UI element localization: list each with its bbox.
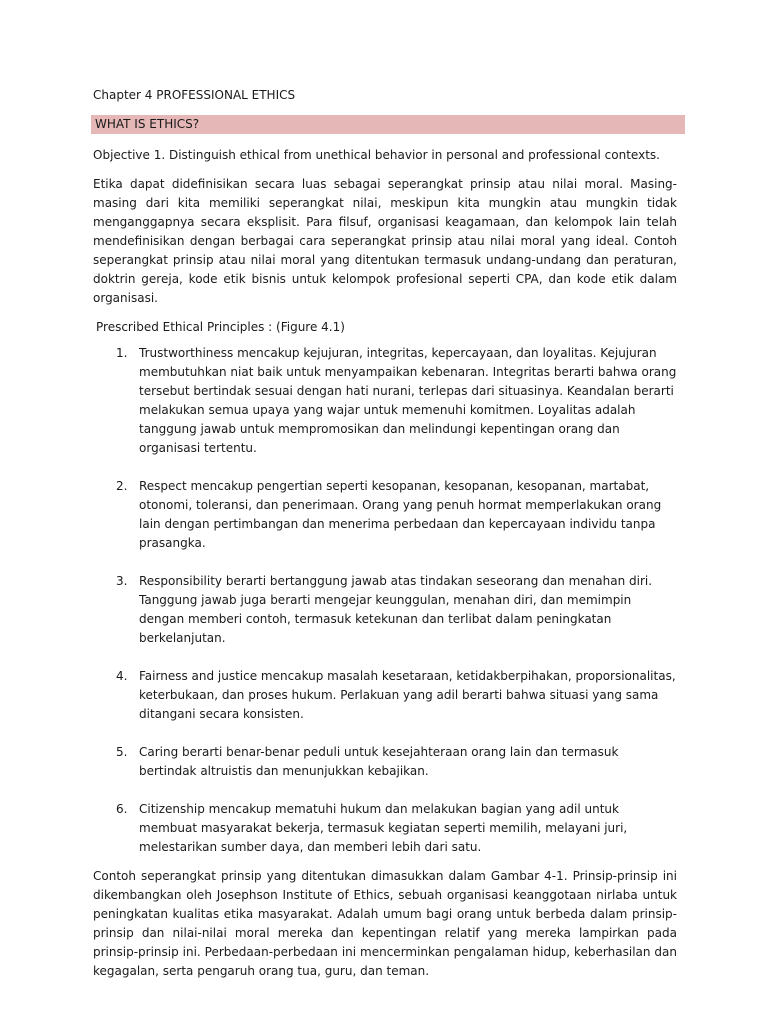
list-item [93, 743, 677, 781]
list-item [93, 800, 677, 857]
list-text: Caring berarti benar-benar peduli untuk kesejahteraan orang lain dan termasuk bertindak altruistis dan menunjukkan kebajikan. [139, 745, 619, 778]
chapter-title: Chapter 4 PROFESSIONAL ETHICS [93, 88, 296, 102]
list-text: Respect mencakup pengertian seperti kesopanan, kesopanan, kesopanan, martabat, otonomi, toleransi, dan penerimaan. Orang yang penuh hormat memperlakukan orang lain dengan pertimbangan dan menerima perbedaan dan kepercayaan individu tanpa prasangka. [139, 479, 662, 550]
list-text: Fairness and justice mencakup masalah kesetaraan, ketidakberpihakan, proporsionalitas, keterbukaan, dan proses hukum. Perlakuan yang adil berarti bahwa situasi yang sama ditangani secara konsisten. [139, 669, 676, 721]
list-item [93, 572, 677, 648]
list-number: 6. [116, 802, 128, 816]
objective-text: Objective 1. Distinguish ethical from unethical behavior in personal and professional contexts. [93, 148, 660, 162]
section-heading: WHAT IS ETHICS? [91, 115, 685, 134]
principles-heading: Prescribed Ethical Principles : (Figure 4.1) [96, 320, 345, 334]
list-item [93, 344, 677, 458]
list-item [93, 477, 677, 553]
list-text: Trustworthiness mencakup kejujuran, integritas, kepercayaan, dan loyalitas. Kejujuran membutuhkan niat baik untuk menyampaikan kebenaran. Integritas berarti bahwa orang tersebut bertindak sesuai dengan hati nurani, terlepas dari situasinya. Keandalan berarti melakukan semua upaya yang wajar untuk memenuhi komitmen. Loyalitas adalah tanggung jawab untuk mempromosikan dan melindungi kepentingan orang dan organisasi tertentu. [139, 346, 677, 455]
list-number: 4. [116, 669, 128, 683]
principles-list [93, 344, 677, 857]
list-text: Citizenship mencakup mematuhi hukum dan melakukan bagian yang adil untuk membuat masyarakat bekerja, termasuk kegiatan seperti memilih, melayani juri, melestarikan sumber daya, dan memberi lebih dari satu. [139, 802, 628, 854]
list-item [93, 667, 677, 724]
intro-paragraph: Etika dapat didefinisikan secara luas sebagai seperangkat prinsip atau nilai moral. Masing-masing dari kita memiliki seperangkat nilai, meskipun kita mungkin atau mungkin tidak menganggapnya secara eksplisit. Para filsuf, organisasi keagamaan, dan kelompok lain telah mendefinisikan dengan berbagai cara seperangkat prinsip atau nilai moral yang ideal. Contoh seperangkat prinsip atau nilai moral yang ditentukan termasuk undang-undang dan peraturan, doktrin gereja, kode etik bisnis untuk kelompok profesional seperti CPA, dan kode etik dalam organisasi. [93, 177, 677, 305]
list-number: 5. [116, 745, 128, 759]
list-number: 1. [116, 346, 128, 360]
list-number: 2. [116, 479, 128, 493]
closing-paragraph: Contoh seperangkat prinsip yang ditentukan dimasukkan dalam Gambar 4-1. Prinsip-prinsip ini dikembangkan oleh Josephson Institute of Ethics, sebuah organisasi keanggotaan nirlaba untuk peningkatan kualitas etika masyarakat. Adalah umum bagi orang untuk berbeda dalam prinsip-prinsip dan nilai-nilai moral mereka dan kepentingan relatif yang mereka lampirkan pada prinsip-prinsip ini. Perbedaan-perbedaan ini mencerminkan pengalaman hidup, keberhasilan dan kegagalan, serta pengaruh orang tua, guru, dan teman. [93, 869, 677, 978]
list-text: Responsibility berarti bertanggung jawab atas tindakan seseorang dan menahan diri. Tanggung jawab juga berarti mengejar keunggulan, menahan diri, dan memimpin dengan memberi contoh, termasuk ketekunan dan terlibat dalam peningkatan berkelanjutan. [139, 574, 653, 645]
list-number: 3. [116, 574, 128, 588]
